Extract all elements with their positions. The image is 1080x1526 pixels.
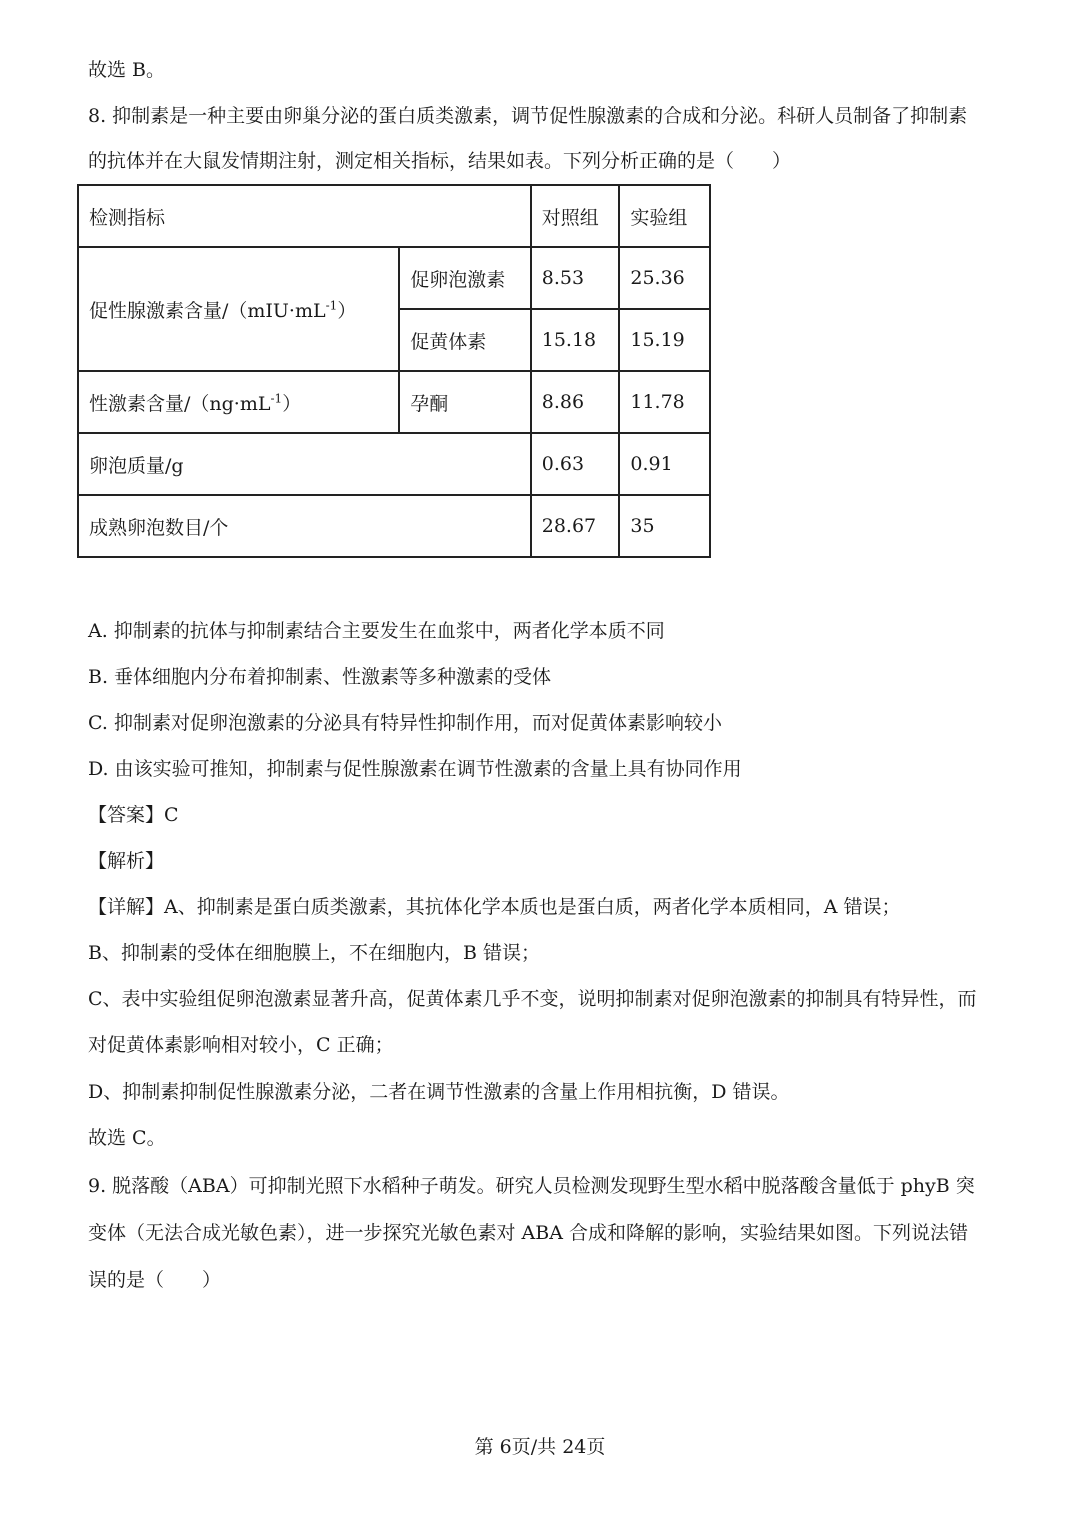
table-row: [78, 495, 710, 557]
lh-experiment: 15.19: [619, 309, 710, 371]
q8-stem-line2: 的抗体并在大鼠发情期注射，测定相关指标，结果如表。下列分析正确的是（ ）: [88, 150, 792, 172]
fsh-control: 8.53: [531, 247, 620, 309]
results-table: [77, 184, 711, 558]
gonadotropin-unit-exponent: -1: [325, 298, 338, 313]
lh-name: 促黄体素: [399, 309, 531, 371]
mature-follicles-control: 28.67: [531, 495, 620, 557]
option-a: A. 抑制素的抗体与抑制素结合主要发生在血浆中，两者化学本质不同: [88, 620, 665, 642]
progesterone-control: 8.86: [531, 371, 620, 433]
option-d: D. 由该实验可推知，抑制素与促性腺激素在调节性激素的含量上具有协同作用: [88, 758, 742, 780]
mature-follicles-experiment: 35: [619, 495, 710, 557]
option-c: C. 抑制素对促卵泡激素的分泌具有特异性抑制作用，而对促黄体素影响较小: [88, 712, 722, 734]
sex-hormone-unit-exponent: -1: [270, 391, 283, 406]
fsh-name: 促卵泡激素: [399, 247, 531, 309]
detail-line5: D、抑制素抑制促性腺激素分泌，二者在调节性激素的含量上作用相抗衡，D 错误。: [88, 1081, 790, 1103]
header-control: 对照组: [531, 185, 620, 247]
prev-conclusion: 故选 B。: [88, 59, 166, 81]
fsh-experiment: 25.36: [619, 247, 710, 309]
header-experiment: 实验组: [619, 185, 710, 247]
q8-stem-line1: 8. 抑制素是一种主要由卵巢分泌的蛋白质类激素，调节促性腺激素的合成和分泌。科研人员制备了抑制素: [88, 105, 968, 127]
detail-line2: B、抑制素的受体在细胞膜上，不在细胞内，B 错误；: [88, 942, 540, 964]
table-row: [78, 371, 710, 433]
detail-line3: C、表中实验组促卵泡激素显著升高，促黄体素几乎不变，说明抑制素对促卵泡激素的抑制具有特异性，而: [88, 988, 977, 1010]
table-row: [78, 433, 710, 495]
q8-conclusion: 故选 C。: [88, 1127, 166, 1149]
header-indicator: 检测指标: [78, 185, 531, 247]
q9-line1: 9. 脱落酸（ABA）可抑制光照下水稻种子萌发。研究人员检测发现野生型水稻中脱落酸含量低于 phyB 突: [88, 1175, 975, 1197]
detail-line4: 对促黄体素影响相对较小，C 正确；: [88, 1034, 394, 1056]
mature-follicles-name: 成熟卵泡数目/个: [78, 495, 531, 557]
sex-hormone-label-text: 性激素含量/（ng·mL: [89, 392, 271, 415]
answer: 【答案】C: [88, 804, 179, 826]
follicle-mass-experiment: 0.91: [619, 433, 710, 495]
gonadotropin-label-text: 促性腺激素含量/（mIU·mL: [89, 299, 326, 322]
follicle-mass-name: 卵泡质量/g: [78, 433, 531, 495]
progesterone-name: 孕酮: [399, 371, 531, 433]
gonadotropin-label-close: ）: [337, 299, 357, 322]
sex-hormone-label: [78, 371, 399, 433]
follicle-mass-control: 0.63: [531, 433, 620, 495]
table-row: [78, 247, 710, 309]
table-header-row: [78, 185, 710, 247]
page-footer: 第 6页/共 24页: [474, 1436, 606, 1458]
sex-hormone-label-close: ）: [282, 392, 302, 415]
analysis-heading: 【解析】: [88, 850, 165, 872]
option-b: B. 垂体细胞内分布着抑制素、性激素等多种激素的受体: [88, 666, 552, 688]
detail-line1: 【详解】A、抑制素是蛋白质类激素，其抗体化学本质也是蛋白质，两者化学本质相同，A 错误；: [88, 896, 901, 918]
lh-control: 15.18: [531, 309, 620, 371]
q9-line2: 变体（无法合成光敏色素），进一步探究光敏色素对 ABA 合成和降解的影响，实验结果如图。下列说法错: [88, 1222, 968, 1244]
q9-line3: 误的是（ ）: [88, 1269, 222, 1291]
progesterone-experiment: 11.78: [619, 371, 710, 433]
gonadotropin-label: [78, 247, 399, 371]
